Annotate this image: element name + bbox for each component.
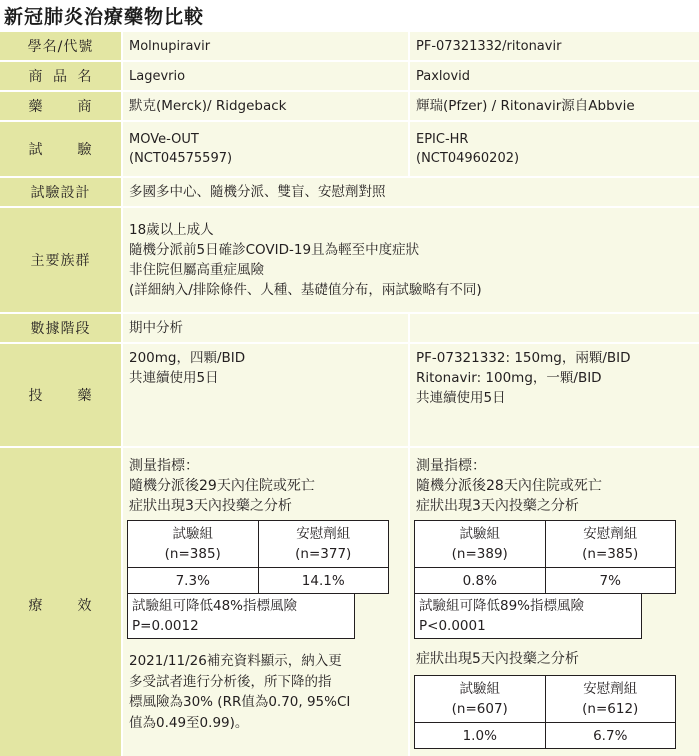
population-text bbox=[123, 208, 699, 312]
efficacy-b2-placebo-value: 6.7% bbox=[545, 723, 676, 749]
dosing-paxlovid bbox=[410, 344, 699, 446]
trial-b-id: (NCT04960202) bbox=[416, 151, 520, 166]
efficacy-b2-placebo-header: 安慰劑組 (n=612) bbox=[545, 676, 676, 723]
label-stage: 數據階段 bbox=[0, 314, 123, 342]
efficacy-a-conclusion: 試驗組可降低48%指標風險 P=0.0012 bbox=[127, 594, 355, 639]
label-population: 主要族群 bbox=[0, 208, 123, 312]
code-molnupiravir: Molnupiravir bbox=[123, 32, 410, 60]
trial-b-name: EPIC-HR bbox=[416, 132, 469, 147]
trial-a-id: (NCT04575597) bbox=[129, 151, 233, 166]
label-brand: 商 品 名 bbox=[0, 62, 123, 90]
dosing-line: 200mg，四顆/BID bbox=[129, 350, 246, 366]
efficacy-b-table bbox=[414, 520, 676, 594]
efficacy-molnupiravir bbox=[123, 448, 410, 756]
page-title: 新冠肺炎治療藥物比較 bbox=[4, 6, 205, 28]
dosing-line: 共連續使用5日 bbox=[129, 370, 219, 386]
efficacy-a-placebo-value: 14.1% bbox=[258, 568, 389, 594]
dosing-line: Ritonavir: 100mg，一顆/BID bbox=[416, 370, 602, 386]
maker-merck: 默克(Merck)/ Ridgeback bbox=[123, 92, 410, 120]
efficacy-b2-treatment-value: 1.0% bbox=[415, 723, 546, 749]
stage-empty bbox=[410, 314, 699, 342]
dosing-line: 共連續使用5日 bbox=[416, 390, 506, 406]
design-text: 多國多中心、隨機分派、雙盲、安慰劑對照 bbox=[123, 178, 699, 206]
label-dosing: 投 藥 bbox=[0, 344, 123, 446]
efficacy-b-placebo-value: 7% bbox=[545, 568, 676, 594]
efficacy-a-placebo-header: 安慰劑組 (n=377) bbox=[258, 521, 389, 568]
efficacy-b2-treatment-header: 試驗組 (n=607) bbox=[415, 676, 546, 723]
label-efficacy: 療 效 bbox=[0, 448, 123, 756]
efficacy-a-treatment-header: 試驗組 (n=385) bbox=[128, 521, 259, 568]
maker-pfizer: 輝瑞(Pfzer) / Ritonavir源自Abbvie bbox=[410, 92, 699, 120]
comparison-table bbox=[0, 32, 699, 756]
population-line: 隨機分派前5日確診COVID-19且為輕至中度症狀 bbox=[129, 242, 420, 258]
efficacy-b-head: 測量指標： 隨機分派後28天內住院或死亡 症狀出現3天內投藥之分析 bbox=[416, 458, 602, 514]
population-line: (詳細納入/排除條件、人種、基礎值分布，兩試驗略有不同) bbox=[129, 282, 482, 298]
population-line: 18歲以上成人 bbox=[129, 222, 214, 238]
dosing-molnupiravir bbox=[123, 344, 410, 446]
label-design: 試驗設計 bbox=[0, 178, 123, 206]
efficacy-b-treatment-value: 0.8% bbox=[415, 568, 546, 594]
efficacy-a-head: 測量指標： 隨機分派後29天內住院或死亡 症狀出現3天內投藥之分析 bbox=[129, 458, 315, 514]
efficacy-paxlovid bbox=[410, 448, 699, 756]
trial-move-out bbox=[123, 122, 410, 176]
label-trial: 試 驗 bbox=[0, 122, 123, 176]
efficacy-b-conclusion: 試驗組可降低89%指標風險 P<0.0001 bbox=[414, 594, 642, 639]
efficacy-a-table bbox=[127, 520, 389, 594]
stage-text: 期中分析 bbox=[123, 314, 410, 342]
brand-paxlovid: Paxlovid bbox=[410, 62, 699, 90]
efficacy-b-treatment-header: 試驗組 (n=389) bbox=[415, 521, 546, 568]
label-maker: 藥 商 bbox=[0, 92, 123, 120]
efficacy-a-note: 2021/11/26補充資料顯示，納入更 多受試者進行分析後，所下降的指 標風險為30% (RR值為0.70, 95%CI 值為0.49至0.99)。 bbox=[129, 653, 351, 731]
efficacy-b-subanalysis-title: 症狀出現5天內投藥之分析 bbox=[416, 651, 579, 667]
efficacy-b-table-2 bbox=[414, 675, 676, 749]
code-paxlovid: PF-07321332/ritonavir bbox=[410, 32, 699, 60]
population-line: 非住院但屬高重症風險 bbox=[129, 262, 264, 278]
efficacy-a-treatment-value: 7.3% bbox=[128, 568, 259, 594]
efficacy-b-placebo-header: 安慰劑組 (n=385) bbox=[545, 521, 676, 568]
trial-epic-hr bbox=[410, 122, 699, 176]
dosing-line: PF-07321332: 150mg，兩顆/BID bbox=[416, 350, 631, 366]
brand-lagevrio: Lagevrio bbox=[123, 62, 410, 90]
trial-a-name: MOVe-OUT bbox=[129, 132, 199, 147]
label-code: 學名/代號 bbox=[0, 32, 123, 60]
